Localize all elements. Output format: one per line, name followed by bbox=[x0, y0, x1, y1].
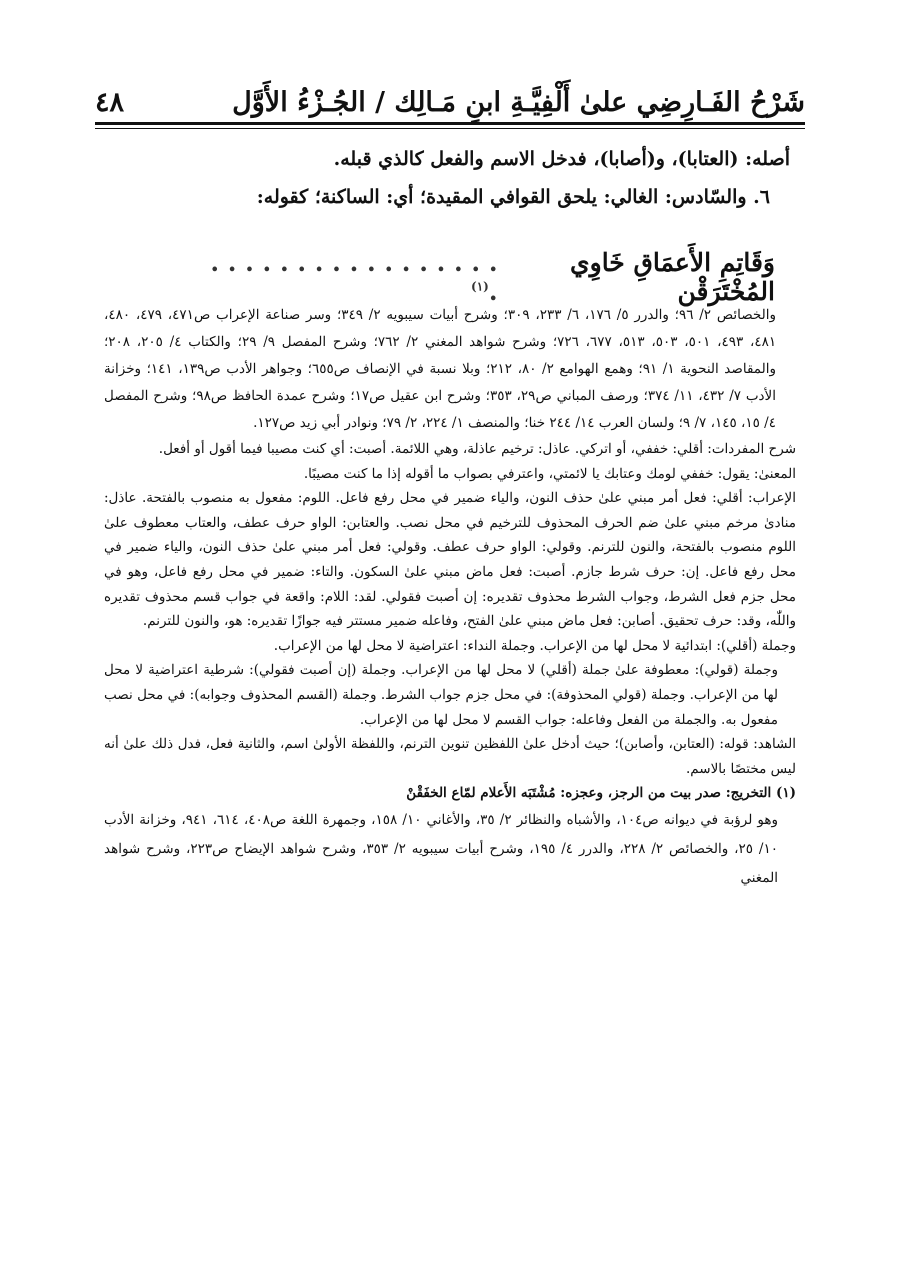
verse-ellipsis bbox=[210, 248, 498, 306]
item-sixth-ghali: ٦. والسّادس: الغالي: يلحق القوافي المقيدة؛ أي: الساكنة؛ كقوله: bbox=[256, 186, 770, 208]
footnote-shahid: الشاهد: قوله: (العتابن، وأصابن)؛ حيث أدخل علىٰ اللفظين تنوين الترنم، واللفظة الأولىٰ اسم، والثانية فعل، فدل ذلك علىٰ أنه ليس مختصًا بالاسم. bbox=[104, 736, 796, 777]
verse-text: وَقَاتِمِ الأَعمَاقِ خَاوِي المُخْتَرَقْن bbox=[570, 248, 775, 306]
verse-dots: . . . . . . . . . . . . . . . . . . bbox=[210, 248, 498, 306]
verse-line bbox=[210, 248, 775, 306]
running-title: شَرْحُ الفَـارِضِي علىٰ أَلْفِيَّـةِ ابنِ مَـالِك / الجُـزْءُ الأَوَّل bbox=[232, 87, 805, 118]
footnote-jumla-2: وجملة (قولي): معطوفة علىٰ جملة (أقلي) لا محل لها من الإعراب. وجملة (إن أصبت فقولي): شرطية اعتراضية لا محل لها من الإعراب. وجملة (قولي المحذوفة): في محل جزم جواب الشرط. وجملة (القسم المحذوف وجوابه): في محل نصب مفعول به. والجملة من الفعل وفاعله: جواب القسم لا محل لها من الإعراب. bbox=[104, 662, 778, 728]
footnotes bbox=[104, 302, 796, 893]
page-number: ٤٨ bbox=[95, 87, 125, 118]
footnote-irab: الإعراب: أقلي: فعل أمر مبني علىٰ حذف النون، والياء ضمير في محل رفع فاعل. اللوم: مفعول به منصوب بالفتحة. عاذل: منادىٰ مرخم مبني علىٰ ضم الحرف المحذوف للترخيم في محل نصب. والعتابن: الواو حرف عطف، والعتاب معطوف علىٰ اللوم منصوب بالفتحة، والنون للترنم. وقولي: الواو حرف عطف. وقولي: فعل أمر مبني علىٰ حذف النون، والياء ضمير في محل رفع فاعل. إن: حرف شرط جازم. أصبت: فعل ماض مبني علىٰ السكون. والتاء: ضمير في محل رفع فاعل، وهو في محل جزم فعل الشرط، وجواب الشرط محذوف تقديره: إن أصبت فقولي. لقد: اللام: واقعة في جواب قسم محذوف تقديره واللّٰه، وقد: حرف تحقيق. أصابن: فعل ماض مبني علىٰ الفتح، وفاعله ضمير مستتر فيه جوازًا تقديره: هو، والنون للترنم. bbox=[104, 490, 796, 630]
footnote-meaning: المعنىٰ: يقول: خففي لومك وعتابك يا لائمتي، واعترفي بصواب ما أقوله إذا ما كنت مصيبًا. bbox=[303, 465, 796, 482]
main-line-origin: أصله: (العتابا)، و(أصابا)، فدخل الاسم والفعل كالذي قبله. bbox=[333, 148, 790, 170]
footnote-references: والخصائص ٢/ ٩٦؛ والدرر ٥/ ١٧٦، ٦/ ٢٣٣، ٣٠٩؛ وشرح أبيات سيبويه ٢/ ٣٤٩؛ وسر صناعة الإعراب ص٤٧١، ٤٧٩، ٤٨٠، ٤٨١، ٤٩٣، ٥٠١، ٥٠٣، ٥١٣، ٦٧٧، ٧٢٦؛ وشرح شواهد المغني ٢/ ٧٦٢؛ وشرح المفصل ٩/ ٢٩؛ والكتاب ٤/ ٢٠٥، ٢٠٨؛ والمقاصد النحوية ١/ ٩١؛ وهمع الهوامع ٢/ ٨٠، ٢١٢؛ وبلا نسبة في الإنصاف ص٦٥٥؛ وجواهر الأدب ص١٣٩، ١٤١؛ وخزانة الأدب ٧/ ٤٣٢، ١١/ ٣٧٤؛ ورصف المباني ص٢٩، ٣٥٣؛ وشرح ابن عقيل ص١٧؛ وشرح عمدة الحافظ ص٩٨؛ وشرح المفصل ٤/ ١٥، ١٤٥، ٧/ ٩؛ ولسان العرب ١٤/ ٢٤٤ خنا؛ والمنصف ١/ ٢٢٤، ٢/ ٧٩؛ ونوادر أبي زيد ص١٢٧. bbox=[104, 307, 777, 431]
header-rule-thick bbox=[95, 122, 805, 125]
footnote-takhrij-body: وهو لرؤبة في ديوانه ص١٠٤، والأشباه والنظائر ٢/ ٣٥، والأغاني ١٠/ ١٥٨، وجمهرة اللغة ص٤٠٨، ٦١٤، ٩٤١، وخزانة الأدب ١٠/ ٢٥، والخصائص ٢/ ٢٢٨، والدرر ٤/ ١٩٥، وشرح أبيات سيبويه ٢/ ٣٥٣، وشرح شواهد الإيضاح ص٢٢٣، وشرح شواهد المغني bbox=[104, 811, 779, 886]
footnote-ref: (١) bbox=[471, 279, 489, 294]
footnote-takhrij: (١) التخريج: صدر بيت من الرجز، وعجزه: مُشْتَبَه الأَعلام لمّاع الخفَقْنْ bbox=[406, 785, 796, 802]
header-rule-thin bbox=[95, 128, 805, 129]
footnote-vocab: شرح المفردات: أقلي: خففي، أو اتركي. عاذل: ترخيم عاذلة، وهي اللائمة. أصبت: أي كنت مصيبا فيما أقول أو أفعل. bbox=[158, 441, 796, 457]
footnote-jumla-1: وجملة (أقلي): ابتدائية لا محل لها من الإعراب. وجملة النداء: اعتراضية لا محل لها من الإعراب. bbox=[273, 637, 796, 654]
page-header bbox=[95, 70, 805, 118]
main-text bbox=[110, 140, 790, 216]
